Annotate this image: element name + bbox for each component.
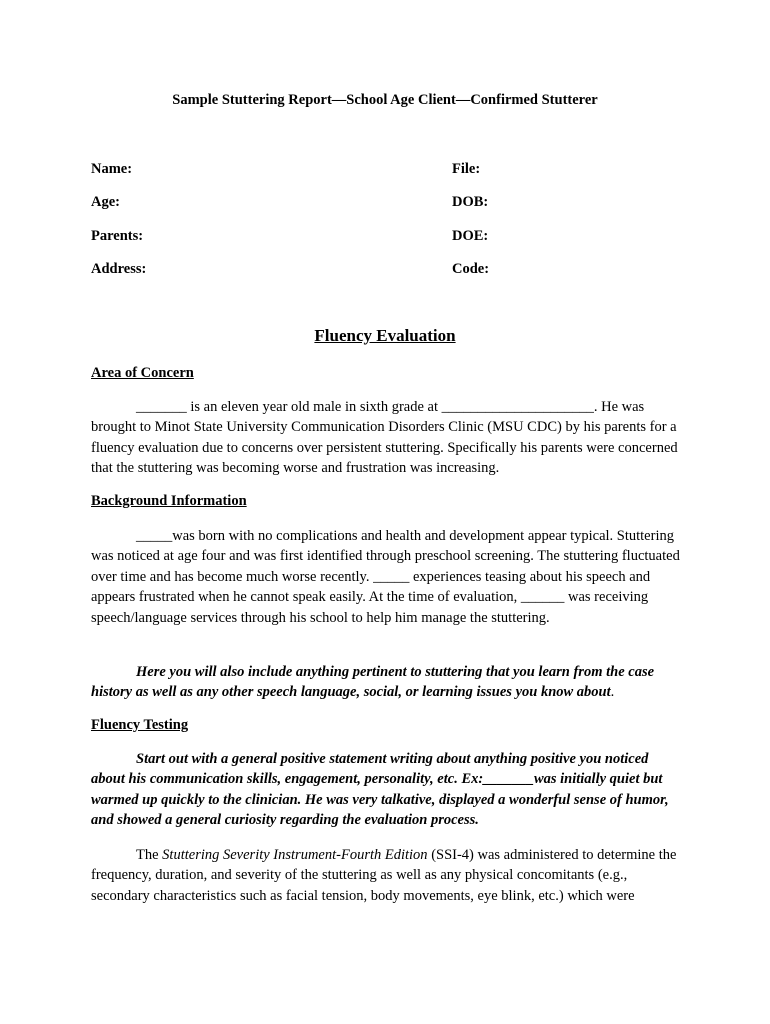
age-label: Age: xyxy=(91,194,120,210)
ssi4-paragraph xyxy=(91,845,681,906)
file-label: File: xyxy=(452,161,481,177)
background-information-title: Background Information xyxy=(91,493,247,509)
address-label: Address: xyxy=(91,261,147,277)
parents-label: Parents: xyxy=(91,228,144,244)
ssi4-para-rest: (SSI-4) was administered to determine the frequency, duration, and severity of the stuttering as well as any physical concomitants (e.g., secondary characteristics such as facial tension, body movements, eye blink, etc.) which were xyxy=(91,847,677,904)
name-label: Name: xyxy=(91,161,133,177)
area-of-concern-title: Area of Concern xyxy=(91,365,194,381)
dob-label: DOB: xyxy=(452,194,489,210)
code-label: Code: xyxy=(452,261,490,277)
ssi4-instrument-name: Stuttering Severity Instrument-Fourth Edition xyxy=(162,847,428,863)
fluency-evaluation-heading: Fluency Evaluation xyxy=(314,326,456,345)
ssi4-para-start: The xyxy=(136,847,163,863)
area-of-concern-paragraph: _______ is an eleven year old male in sixth grade at _____________________. He was brought to Minot State University Communication Disorders Clinic (MSU CDC) by his parents for a fluency evaluation due to concerns over persistent stuttering. Specifically his parents were concerned that the stuttering was becoming worse and frustration was increasing. xyxy=(91,399,678,477)
background-instruction-note xyxy=(91,662,681,703)
background-note-text: Here you will also include anything pertinent to stuttering that you learn from the case history as well as any other speech language, social, or learning issues you know about xyxy=(91,664,655,701)
background-paragraph: _____was born with no complications and health and development appear typical. Stuttering was noticed at age four and was first identified through preschool screening. The stuttering fluctuated over time and has become much worse recently. _____ experiences teasing about his speech and appears frustrated when he cannot speak easily. At the time of evaluation, ______ was receiving speech/language services through his school to help him manage the stuttering. xyxy=(91,528,680,626)
fluency-testing-instruction-note: Start out with a general positive statement writing about anything positive you noticed about his communication skills, engagement, personality, etc. Ex:_______was initially quiet but warmed up quickly to the clinician. He was very talkative, displayed a wonderful sense of humor, and showed a general curiosity regarding the evaluation process. xyxy=(91,751,669,829)
background-note-period: . xyxy=(610,684,615,701)
document-title: Sample Stuttering Report—School Age Client—Confirmed Stutterer xyxy=(172,92,598,108)
doe-label: DOE: xyxy=(452,228,489,244)
fluency-testing-title: Fluency Testing xyxy=(91,717,189,733)
